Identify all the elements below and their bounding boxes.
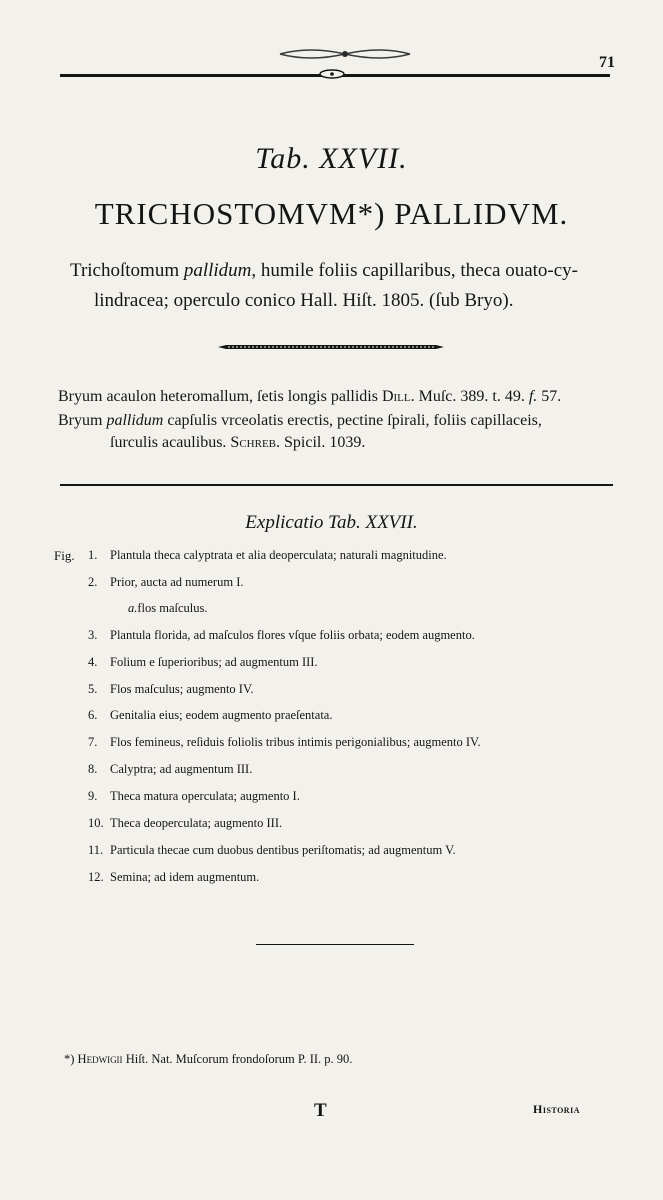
figure-number: 2. [88, 575, 98, 589]
figure-text: flos maſculus. [137, 601, 208, 615]
figure-text: Folium e ſuperioribus; ad augmentum III. [110, 655, 318, 669]
synonym-text: Bryum [58, 412, 107, 429]
figure-number: 9. [88, 789, 98, 803]
figure-text: Genitalia eius; eodem augmento praeſentata. [110, 708, 333, 722]
figure-number: 3. [88, 628, 98, 642]
figure-item [88, 870, 259, 885]
synonym-ref: Spicil. 1039. [280, 434, 366, 451]
figure-item [88, 682, 254, 697]
top-ornament [270, 46, 420, 62]
species-title: TRICHOSTOMVM*) PALLIDVM. [94, 196, 569, 231]
figure-text: Plantula florida, ad maſculos flores vſque foliis orbata; eodem augmento. [110, 628, 475, 642]
footnote-text: Hiſt. Nat. Muſcorum frondoſorum P. II. p. 90. [122, 1052, 353, 1066]
description-text: Trichoſtomum [70, 260, 184, 281]
figure-number: 12. [88, 870, 104, 884]
synonym-2 [58, 410, 614, 454]
figure-item [88, 735, 481, 750]
synonym-author: Schreb. [230, 434, 280, 451]
figure-number: 7. [88, 735, 98, 749]
synonym-line2-text: ſurculis acaulibus. [110, 434, 231, 451]
section-rule [60, 484, 613, 486]
catchword: Historia [533, 1102, 580, 1116]
figure-item [88, 816, 282, 831]
figure-text: Prior, aucta ad numerum I. [110, 575, 244, 589]
figure-item [88, 762, 252, 777]
figure-item [88, 708, 332, 723]
signature-mark: T [314, 1100, 327, 1121]
explicatio-title: Explicatio Tab. XXVII. [245, 512, 418, 533]
figure-number: 5. [88, 682, 98, 696]
figure-number: 4. [88, 655, 98, 669]
figure-item [88, 843, 456, 858]
synonym-author: Dill. [381, 388, 415, 405]
figure-text: Particula thecae cum duobus dentibus periſtomatis; ad augmentum V. [110, 843, 456, 857]
page-number: 71 [599, 54, 615, 71]
figure-number: 6. [88, 708, 98, 722]
description-line-2: lindracea; operculo conico Hall. Hiſt. 1805. (ſub Bryo). [94, 290, 514, 311]
synonym-fig: f. [528, 388, 538, 405]
header-rule-ornament [318, 69, 346, 79]
description-text-cont: , humile foliis capillaribus, theca ouato-cy- [251, 260, 578, 281]
synonym-text-cont: capſulis vrceolatis erectis, pectine ſpirali, foliis capillaceis, [163, 412, 542, 429]
synonym-1 [58, 386, 614, 408]
footnote-marker: *) [64, 1052, 78, 1066]
figure-text: Calyptra; ad augmentum III. [110, 762, 253, 776]
footnote-author: Hedwigii [77, 1052, 123, 1066]
figure-number: 8. [88, 762, 98, 776]
figure-item [88, 548, 447, 563]
figure-text: Theca matura operculata; augmento I. [110, 789, 300, 803]
fig-label: Fig. [54, 548, 75, 563]
figure-item [88, 655, 318, 670]
plate-title: Tab. XXVII. [255, 142, 408, 175]
figure-item [88, 789, 300, 804]
synonym-end: 57. [537, 388, 562, 405]
figure-item [88, 628, 475, 643]
synonym-ref: Muſc. 389. t. 49. [414, 388, 529, 405]
synonym-line-2 [58, 432, 614, 454]
figure-number: a. [128, 601, 138, 615]
figure-text: Flos femineus, reſiduis foliolis tribus intimis perigonialibus; augmento IV. [110, 735, 481, 749]
figure-number: 11. [88, 843, 104, 857]
footnote-rule [256, 944, 414, 945]
synonym-italic: pallidum [106, 412, 164, 429]
figure-item [88, 575, 243, 590]
figure-text: Semina; ad idem augmentum. [110, 870, 260, 884]
figure-text: Theca deoperculata; augmento III. [110, 816, 283, 830]
description-italic: pallidum [183, 260, 252, 281]
species-description [70, 256, 610, 316]
divider-ornament [218, 342, 444, 352]
footnote [64, 1052, 352, 1067]
figure-text: Flos maſculus; augmento IV. [110, 682, 254, 696]
figure-number: 1. [88, 548, 98, 562]
synonym-text: Bryum acaulon heteromallum, ſetis longis pallidis [58, 388, 382, 405]
figure-number: 10. [88, 816, 104, 830]
figure-item [128, 601, 208, 616]
figure-text: Plantula theca calyptrata et alia deoperculata; naturali magnitudine. [110, 548, 447, 562]
